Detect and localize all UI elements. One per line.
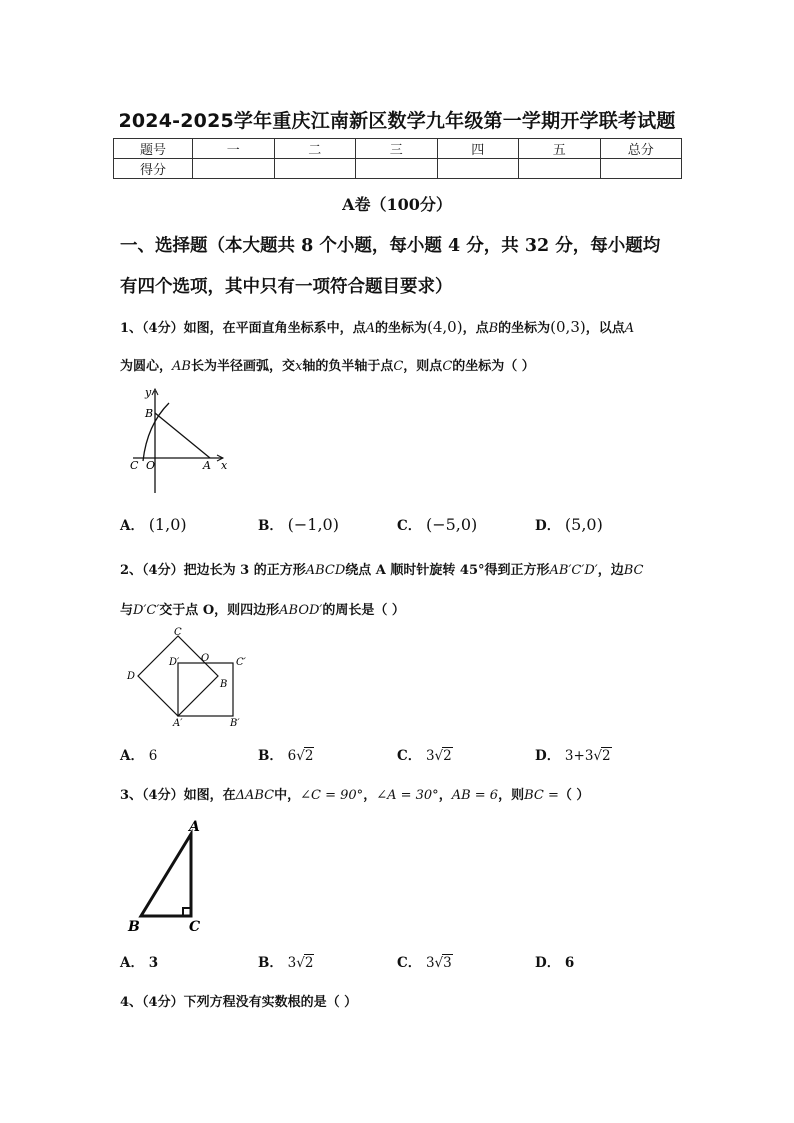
sqrt-sign: √2 [296,748,314,764]
score-header-cell: 总分 [600,139,682,159]
label-b: B [145,407,154,420]
label-b-prime: B′ [230,718,240,729]
label-o: O [146,459,156,472]
exam-title: 2024-2025学年重庆江南新区数学九年级第一学期开学联考试题 [118,110,676,132]
triangle-abc [141,834,191,916]
sqrt-sign: √3 [434,955,452,971]
question-4-line1: 4、（4分）下列方程没有实数根的是（ ） [120,995,358,1010]
question-2-option-d[interactable]: D． 3+3√2 [535,748,611,764]
label-d-prime: D′ [169,657,180,668]
question-2-line2: 与D′C′交于点 O，则四边形ABOD′的周长是（ ） [120,603,405,618]
score-header-cell: 五 [519,139,601,159]
question-2-option-a[interactable]: A． 6 [120,748,158,764]
score-cell[interactable] [193,159,275,179]
score-cell[interactable] [519,159,601,179]
question-3-line1: 3、（4分）如图，在ΔABC中，∠C = 90°，∠A = 30°，AB = 6，则BC =（ ） [120,788,590,803]
score-header-cell: 题号 [114,139,193,159]
question-1-line2: 为圆心，AB长为半径画弧，交x轴的负半轴于点C，则点C的坐标为（ ） [120,359,535,374]
question-2-line1: 2、（4分）把边长为 3 的正方形ABCD绕点 A 顺时针旋转 45°得到正方形AB′C′D′，边BC [120,563,644,578]
question-3-option-a[interactable]: A． 3 [120,955,159,971]
question-3-option-b[interactable]: B． 3√2 [258,955,314,971]
score-header-cell: 一 [193,139,275,159]
paper-section-heading: A卷（100分） [342,195,452,214]
score-cell[interactable] [274,159,356,179]
question-2-figure [123,625,258,735]
section-heading-line2: 有四个选项，其中只有一项符合题目要求） [120,277,453,297]
label-c: C [189,919,201,935]
score-table-score-row [114,159,682,179]
sqrt-sign: √2 [296,955,314,971]
question-1-option-c[interactable]: C． (−5,0) [397,515,478,534]
score-header-cell: 四 [437,139,519,159]
score-cell[interactable] [437,159,519,179]
label-x: x [221,459,228,472]
score-cell[interactable] [600,159,682,179]
score-row-label: 得分 [114,159,193,179]
question-1-option-b[interactable]: B． (−1,0) [258,515,339,534]
label-y: y [145,386,152,399]
question-3-option-d[interactable]: D． 6 [535,955,575,971]
label-c: C [130,459,139,472]
label-a: A [189,819,200,835]
section-heading-line1: 一、选择题（本大题共 8 个小题，每小题 4 分，共 32 分，每小题均 [120,236,661,256]
segment-ab [155,413,210,458]
score-cell[interactable] [356,159,438,179]
label-c: C [174,627,182,638]
question-1-option-a[interactable]: A． (1,0) [120,515,187,534]
sqrt-sign: √2 [593,748,611,764]
label-b: B [220,679,228,690]
question-1-figure [125,383,240,498]
question-3-option-c[interactable]: C． 3√3 [397,955,452,971]
score-header-cell: 三 [356,139,438,159]
label-o: O [201,653,210,664]
score-table-header-row [114,139,682,159]
label-a-prime: A′ [173,718,183,729]
question-1-option-d[interactable]: D． (5,0) [535,515,603,534]
question-3-figure [125,818,220,936]
score-header-cell: 二 [274,139,356,159]
question-1-line1: 1、（4分）如图，在平面直角坐标系中，点A的坐标为(4,0)，点B的坐标为(0,3)，以点A [120,318,635,336]
question-2-option-c[interactable]: C． 3√2 [397,748,452,764]
question-2-option-b[interactable]: B． 6√2 [258,748,314,764]
label-b: B [128,919,140,935]
label-a: A [203,459,211,472]
label-c-prime: C′ [236,657,246,668]
sqrt-sign: √2 [434,748,452,764]
label-d: D [127,671,136,682]
score-table [113,138,682,179]
